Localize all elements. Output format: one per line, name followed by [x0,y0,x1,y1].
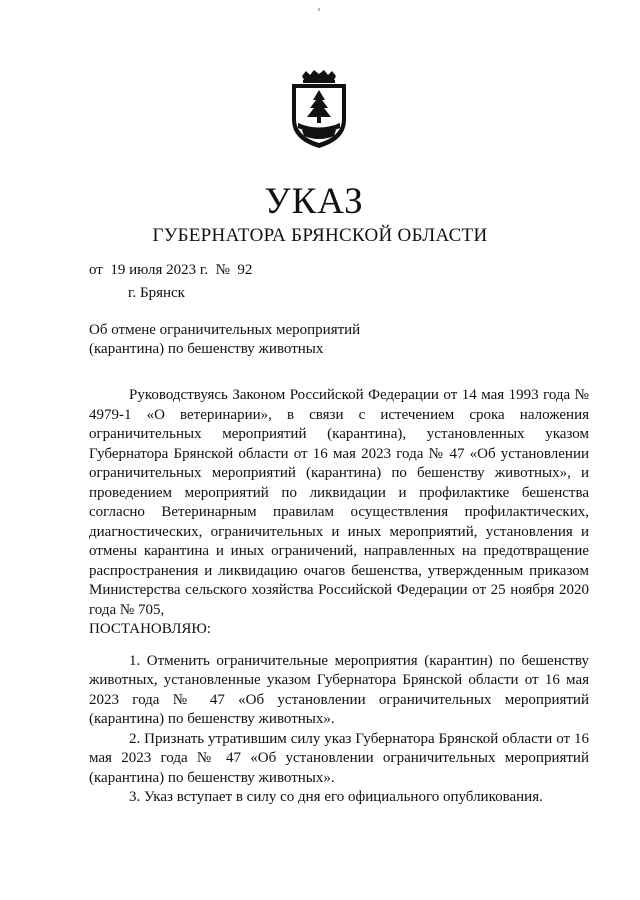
document-title: УКАЗ [264,181,364,222]
document-subject [89,321,360,359]
decree-item-2: 2. Признать утратившим силу указ Губернатора Брянской области от 16 мая 2023 года № 47 «Об установлении ограничительных мероприятий (карантина) по бешенству животных». [89,730,589,786]
decree-item-3: 3. Указ вступает в силу со дня его официального опубликования. [129,789,543,805]
subject-line-2: (карантина) по бешенству животных [89,341,324,357]
subject-line-1: Об отмене ограничительных мероприятий [89,322,361,338]
decree-item-1: 1. Отменить ограничительные мероприятия (карантин) по бешенству животных, установленные указом Губернатора Брянской области от 16 мая 2023 года № 47 «Об установлении ограничительных мероприятий (карантина) по бешенству животных». [89,652,589,727]
coat-of-arms-icon [288,70,350,150]
document-subtitle: ГУБЕРНАТОРА БРЯНСКОЙ ОБЛАСТИ [152,225,488,246]
date-number-line: от 19 июля 2023 г. № 92 [89,262,253,278]
document-body [89,386,589,808]
scan-mark [318,8,320,11]
place-of-issue: г. Брянск [128,285,185,301]
preamble-paragraph: Руководствуясь Законом Российской Федерации от 14 мая 1993 года № 4979-1 «О ветеринарии», в связи с истечением срока наложения ограничительных мероприятий (карантина), установленных указом Губернатора Брянской области от 16 мая 2023 года № 47 «Об установлении ограничительных мероприятий (карантина) по бешенству животных», и проведением мероприятий по ликвидации и профилактике бешенства согласно Ветеринарным правилам осуществления профилактических, диагностических, ограничительных и иных мероприятий, установления и отмены карантина и иных ограничений, направленных на предотвращение распространения и ликвидацию очагов бешенства, утвержденным приказом Министерства сельского хозяйства Российской Федерации от 25 ноября 2020 года № 705, [89,387,589,618]
decree-word: ПОСТАНОВЛЯЮ: [89,621,211,637]
